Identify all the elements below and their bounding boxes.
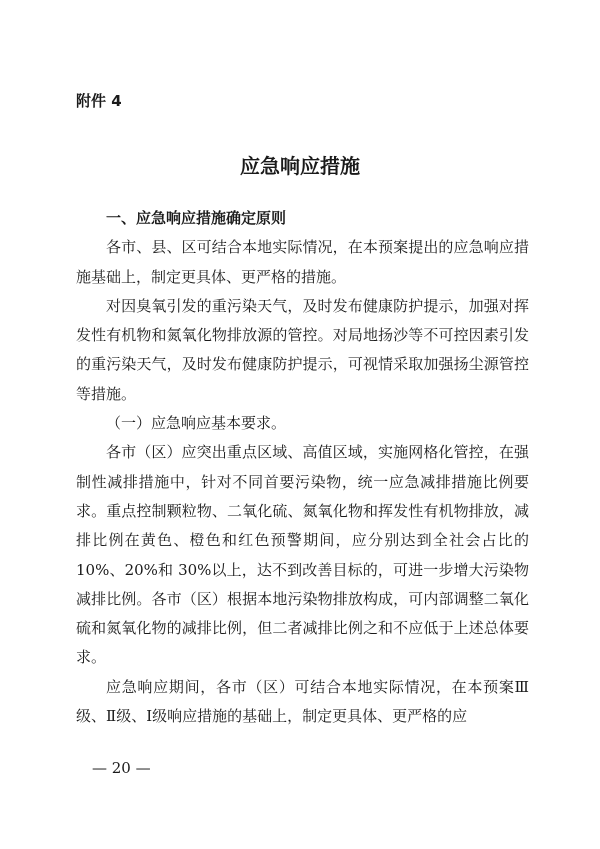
paragraph: 应急响应期间，各市（区）可结合本地实际情况，在本预案Ⅲ级、Ⅱ级、Ⅰ级响应措施的基础上，制定更具体、更严格的应 xyxy=(76,677,529,726)
section-heading: 一、应急响应措施确定原则 xyxy=(106,209,287,227)
document-body xyxy=(76,204,529,731)
document-title: 应急响应措施 xyxy=(240,154,360,178)
paragraph: 各市、县、区可结合本地实际情况，在本预案提出的应急响应措施基础上，制定更具体、更严格的措施。 xyxy=(76,238,529,286)
paragraph: 各市（区）应突出重点区域、高值区域，实施网格化管控，在强制性减排措施中，针对不同首要污染物，统一应急减排措施比例要求。重点控制颗粒物、二氧化硫、氮氧化物和挥发性有机物排放，减排比例在黄色、橙色和红色预警期间，应分别达到全社会占比的 10%、20%和 30%以上，达不到改善目标的，可进一步增大污染物减排比例。各市（区）根据本地污染物排放构成，可内部调整二氧化硫和氮氧化物的减排比例，但二者减排比例之和不应低于上述总体要求。 xyxy=(76,443,529,667)
page-number: — 20 — xyxy=(92,759,151,777)
paragraph: 对因臭氧引发的重污染天气，及时发布健康防护提示，加强对挥发性有机物和氮氧化物排放源的管控。对局地扬沙等不可控因素引发的重污染天气，及时发布健康防护提示，可视情采取加强扬尘源管控等措施。 xyxy=(76,296,529,403)
subsection-heading: （一）应急响应基本要求。 xyxy=(106,414,287,433)
attachment-label: 附件 4 xyxy=(76,92,122,110)
